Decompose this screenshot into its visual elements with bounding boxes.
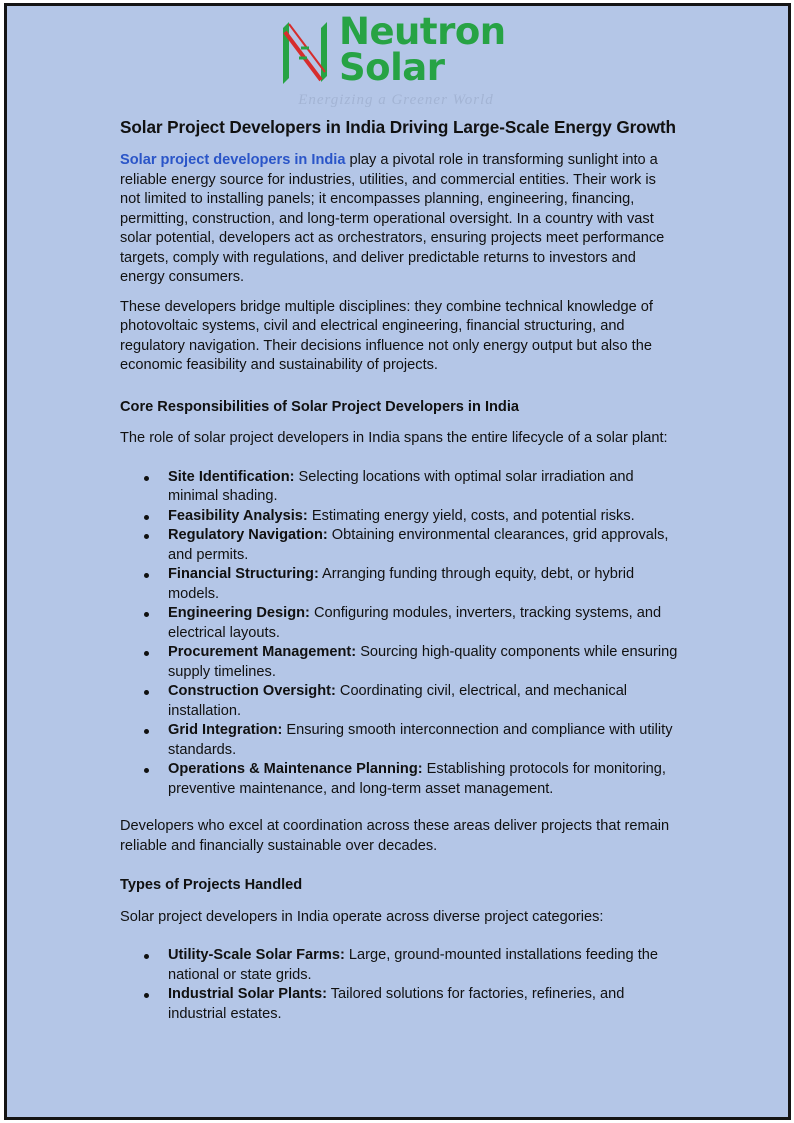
list-item	[168, 721, 680, 760]
item-desc: Selecting locations with optimal solar irradiation and minimal shading.	[168, 468, 634, 504]
paragraph-2: These developers bridge multiple disciplines: they combine technical knowledge of photovoltaic systems, civil and electrical engineering, financial structuring, and regulatory navigation. Their decisions influence not only energy output but also the economic feasibility and sustainability of projects.	[120, 298, 653, 373]
list-item	[168, 565, 680, 604]
brand-name-line1: Neutron	[339, 10, 506, 53]
item-desc: Establishing protocols for monitoring, preventive maintenance, and long-term asset management.	[168, 761, 666, 797]
item-desc: Tailored solutions for factories, refineries, and industrial estates.	[168, 986, 625, 1022]
item-desc: Coordinating civil, electrical, and mechanical installation.	[168, 683, 628, 719]
item-desc: Estimating energy yield, costs, and potential risks.	[307, 507, 635, 524]
list-item	[168, 760, 680, 799]
list-item	[168, 682, 680, 721]
section2-heading: Types of Projects Handled	[120, 877, 303, 893]
section1-lead: The role of solar project developers in India spans the entire lifecycle of a solar plant:	[120, 430, 668, 446]
item-term: Regulatory Navigation:	[168, 527, 328, 543]
item-desc: Ensuring smooth interconnection and compliance with utility standards.	[168, 722, 673, 758]
item-term: Engineering Design:	[168, 605, 310, 621]
neutron-solar-logo-mark	[279, 18, 331, 88]
list-item	[168, 985, 680, 1024]
section1-heading: Core Responsibilities of Solar Project Developers in India	[120, 398, 519, 415]
list-item	[168, 643, 680, 682]
document-page	[4, 3, 791, 1120]
item-term: Utility-Scale Solar Farms:	[168, 947, 345, 963]
intro-link[interactable]: Solar project developers in India	[120, 152, 346, 168]
item-term: Construction Oversight:	[168, 683, 336, 699]
item-desc: Sourcing high-quality components while ensuring supply timelines.	[168, 644, 678, 680]
list-item	[168, 507, 680, 527]
responsibilities-list	[120, 468, 680, 800]
item-term: Financial Structuring:	[168, 566, 319, 582]
intro-text: play a pivotal role in transforming sunlight into a reliable energy source for industries, utilities, and commercial entities. Their work is not limited to installing panels; it encompasses planning, engineering, financing, permitting, construction, and long-term operational oversight. In a country with vast solar potential, developers act as orchestrators, ensuring projects meet performance targets, comply with regulations, and deliver predictable returns to investors and energy consumers.	[120, 152, 665, 285]
brand-logo	[277, 10, 527, 114]
item-term: Operations & Maintenance Planning:	[168, 761, 423, 777]
item-desc: Arranging funding through equity, debt, or hybrid models.	[168, 566, 635, 602]
item-desc: Obtaining environmental clearances, grid approvals, and permits.	[168, 527, 669, 563]
list-item	[168, 468, 680, 507]
project-types-list	[120, 946, 680, 1024]
section2-lead: Solar project developers in India operate across diverse project categories:	[120, 908, 604, 925]
brand-name-line2: Solar	[339, 46, 445, 89]
list-item	[168, 526, 680, 565]
brand-tagline: Energizing a Greener World	[298, 92, 494, 108]
item-desc: Configuring modules, inverters, tracking systems, and electrical layouts.	[168, 605, 662, 641]
item-term: Industrial Solar Plants:	[168, 986, 327, 1002]
item-term: Procurement Management:	[168, 644, 357, 660]
list-item	[168, 604, 680, 643]
article-title: Solar Project Developers in India Driving Large-Scale Energy Growth	[120, 117, 676, 137]
article-body	[120, 115, 680, 1024]
list-item	[168, 946, 680, 985]
item-term: Grid Integration:	[168, 722, 283, 738]
intro-paragraph	[120, 151, 680, 288]
item-term: Feasibility Analysis:	[168, 507, 308, 524]
section1-closing: Developers who excel at coordination across these areas deliver projects that remain reliable and financially sustainable over decades.	[120, 818, 670, 854]
item-term: Site Identification:	[168, 468, 295, 485]
item-desc: Large, ground-mounted installations feeding the national or state grids.	[168, 947, 658, 983]
